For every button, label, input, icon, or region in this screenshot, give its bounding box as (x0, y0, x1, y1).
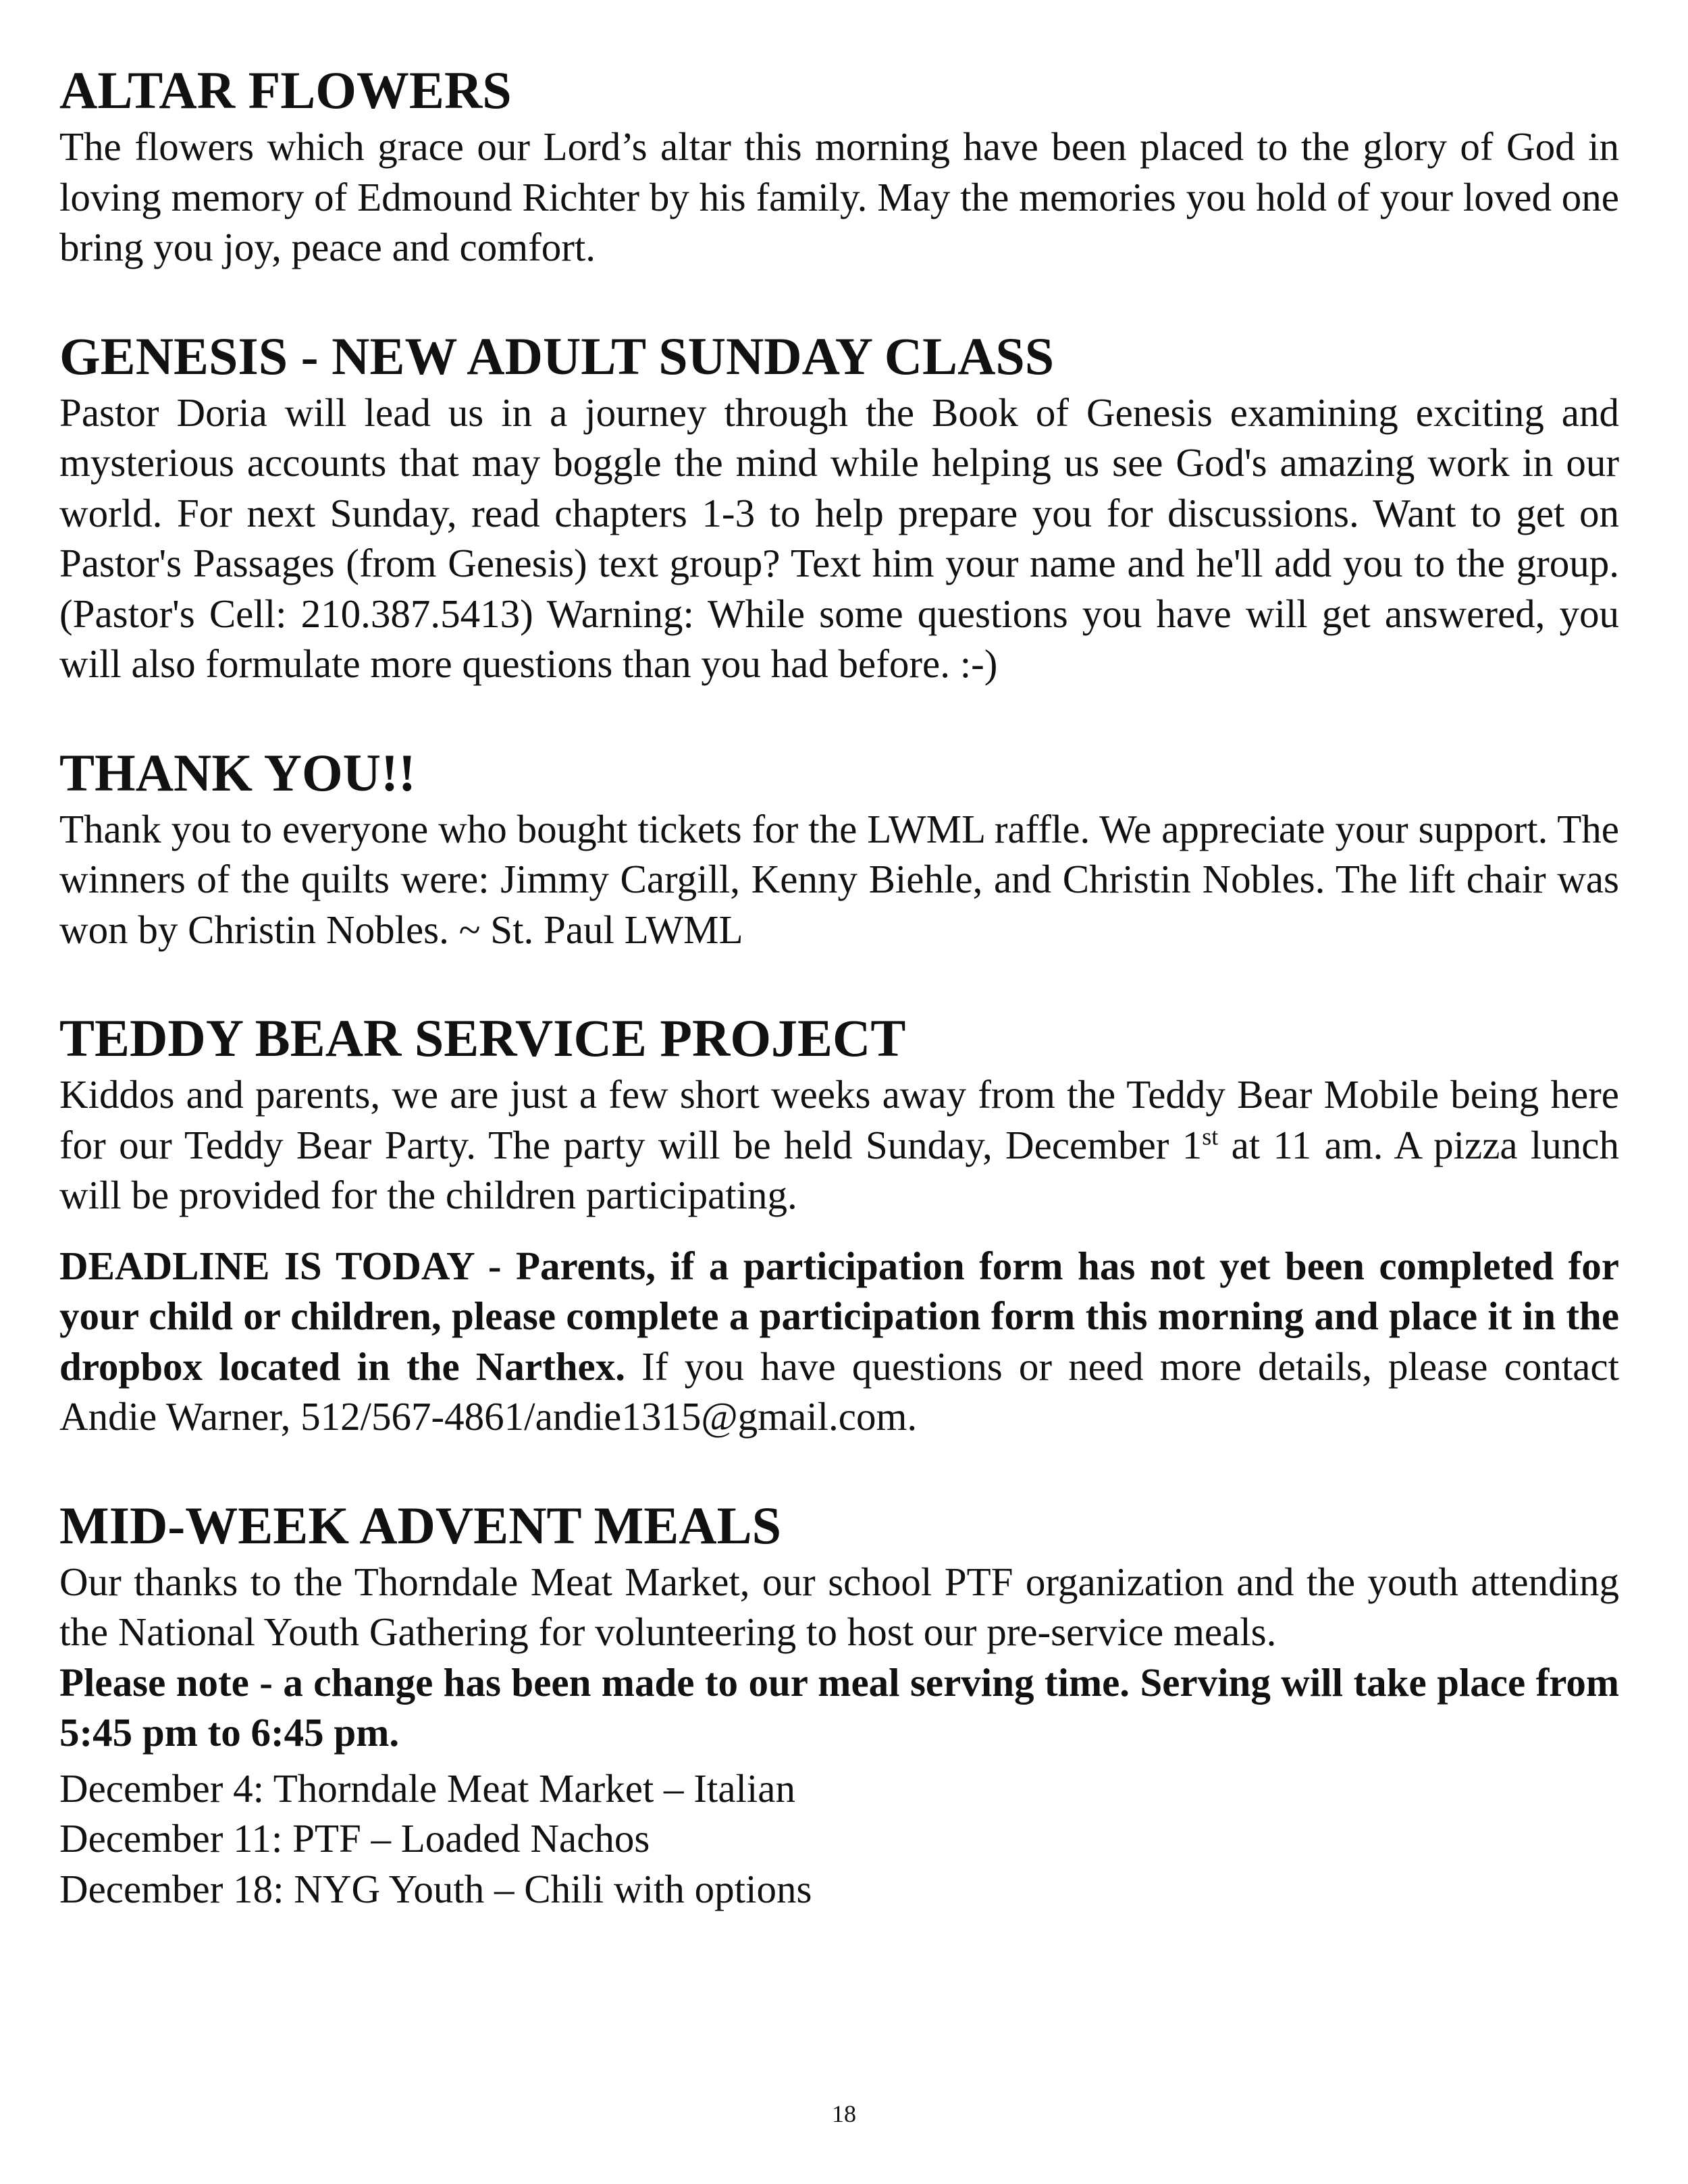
thank-you-text: Thank you to everyone who bought tickets for the LWML raffle. We appreciate your support. The winners of the quilts were: Jimmy Cargill, Kenny Biehle, and Christin Nobles. The lift chair was won by Christin Nobles. ~ St. Paul LWML (59, 806, 1619, 952)
heading-advent-meals: MID-WEEK ADVENT MEALS (59, 1495, 782, 1555)
section-teddy-bear (59, 1007, 1619, 1442)
heading-altar-flowers: ALTAR FLOWERS (59, 61, 512, 119)
heading-teddy-bear: TEDDY BEAR SERVICE PROJECT (59, 1009, 906, 1067)
meal-item: December 4: Thorndale Meat Market – Italian (59, 1765, 795, 1811)
section-altar-flowers (59, 59, 1619, 273)
genesis-class-text: Pastor Doria will lead us in a journey through the Book of Genesis examining exciting and mysterious accounts that may boggle the mind while helping us see God's amazing work in our world. For next Sunday, read chapters 1-3 to help prepare you for discussions. Want to get on Pastor's Passages (from Genesis) text group? Text him your name and he'll add you to the group. (Pastor's Cell: 210.387.5413) Warning: While some questions you have will get answered, you will also formulate more questions than you had before. :-) (59, 390, 1619, 686)
heading-thank-you: THANK YOU!! (59, 743, 416, 802)
section-genesis-class (59, 325, 1619, 689)
altar-flowers-text: The flowers which grace our Lord’s altar this morning have been placed to the glory of God in loving memory of Edmound Richter by his family. May the memories you hold of your loved one bring you joy, peace and comfort. (59, 124, 1619, 269)
section-thank-you (59, 742, 1619, 955)
bulletin-page (59, 59, 1619, 1967)
teddy-bear-text-part1: Kiddos and parents, we are just a few short weeks away from the Teddy Bear Mobile being here for our Teddy Bear Party. The party will be held Sunday, December 1 (59, 1072, 1619, 1167)
teddy-bear-text-part2: at 11 am. A pizza lunch will be provided for the children participating. (59, 1122, 1619, 1217)
meal-item: December 11: PTF – Loaded Nachos (59, 1816, 650, 1861)
advent-meals-note (59, 1657, 1619, 1758)
section-advent-meals (59, 1495, 1619, 1915)
page-number: 18 (832, 2100, 856, 2127)
advent-meals-text: Our thanks to the Thorndale Meat Market, our school PTF organization and the youth attending the National Youth Gathering for volunteering to host our pre-service meals. (59, 1559, 1619, 1654)
deadline-contact-text: If you have questions or need more details, please contact Andie Warner, 512/567-4861/andie1315@gmail.com. (59, 1343, 1619, 1439)
teddy-bear-ordinal: st (1202, 1122, 1219, 1150)
advent-note-bold: Please note - a change has been made to our meal serving time. Serving will take place from 5:45 pm to 6:45 pm. (59, 1659, 1619, 1755)
deadline-bold-text: DEADLINE IS TODAY - Parents, if a participation form has not yet been completed for your child or children, please complete a participation form this morning and place it in the dropbox located in the Narthex. (59, 1243, 1619, 1389)
heading-genesis-class: GENESIS - NEW ADULT SUNDAY CLASS (59, 326, 1055, 385)
teddy-bear-text (59, 1069, 1619, 1221)
teddy-bear-deadline (59, 1241, 1619, 1442)
meal-item: December 18: NYG Youth – Chili with options (59, 1866, 812, 1911)
